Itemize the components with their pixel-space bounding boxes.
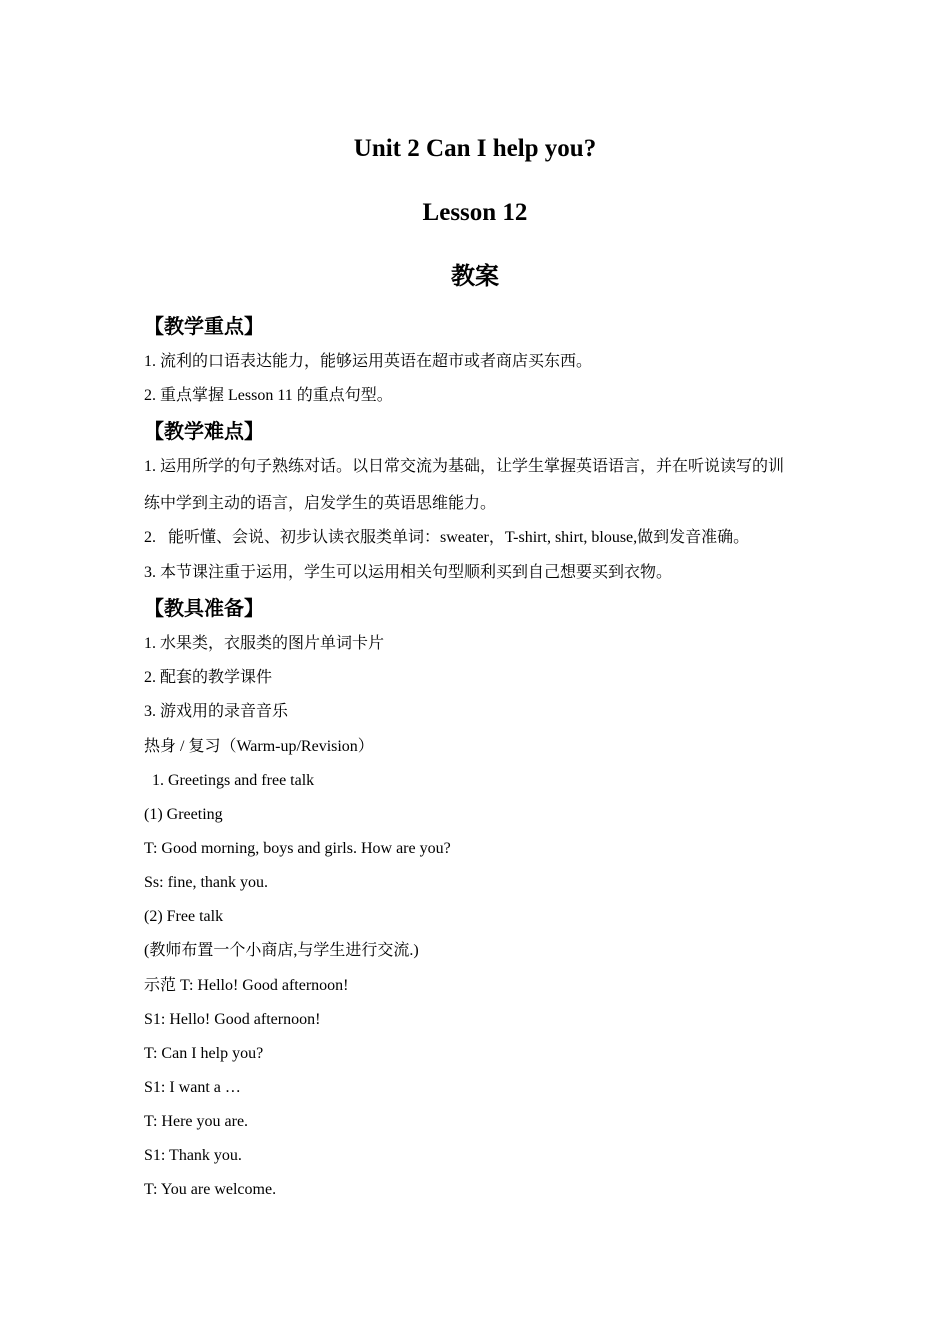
- material-item: 2. 配套的教学课件: [144, 669, 273, 686]
- key-point-item: 1. 流利的口语表达能力，能够运用英语在超市或者商店买东西。: [144, 353, 593, 370]
- body-line: T: Good morning, boys and girls. How are you?: [144, 840, 451, 857]
- body-line: 热身 / 复习（Warm-up/Revision）: [144, 738, 374, 755]
- body-line: (1) Greeting: [144, 806, 223, 823]
- document-title: Unit 2 Can I help you?: [353, 135, 597, 162]
- body-line: T: You are welcome.: [144, 1181, 277, 1198]
- section-heading-difficulties: 【教学难点】: [144, 421, 264, 443]
- body-line: T: Here you are.: [144, 1113, 249, 1130]
- difficulty-item: 1. 运用所学的句子熟练对话。以日常交流为基础，让学生掌握英语语言，并在听说读写的训: [144, 458, 785, 475]
- body-line: (教师布置一个小商店,与学生进行交流.): [144, 942, 419, 959]
- section-heading-key-points: 【教学重点】: [144, 316, 264, 338]
- lesson-title: Lesson 12: [422, 199, 528, 226]
- key-point-item: 2. 重点掌握 Lesson 11 的重点句型。: [144, 387, 393, 404]
- material-item: 1. 水果类，衣服类的图片单词卡片: [144, 635, 385, 652]
- difficulty-item: 3. 本节课注重于运用，学生可以运用相关句型顺利买到自己想要买到衣物。: [144, 564, 673, 581]
- difficulty-item: 练中学到主动的语言，启发学生的英语思维能力。: [144, 495, 497, 512]
- material-item: 3. 游戏用的录音音乐: [144, 703, 289, 720]
- body-line: S1: Thank you.: [144, 1147, 242, 1164]
- section-heading-materials: 【教具准备】: [144, 598, 264, 620]
- body-line: T: Can I help you?: [144, 1045, 264, 1062]
- body-line: S1: Hello! Good afternoon!: [144, 1011, 321, 1028]
- document-subtitle: 教案: [451, 264, 499, 290]
- body-line: (2) Free talk: [144, 908, 224, 925]
- body-line: 1. Greetings and free talk: [144, 772, 315, 789]
- body-line: S1: I want a …: [144, 1079, 241, 1096]
- difficulty-item: 2. 能听懂、会说、初步认读衣服类单词：sweater，T-shirt, shirt, blouse,做到发音准确。: [144, 529, 750, 546]
- body-line: Ss: fine, thank you.: [144, 874, 268, 891]
- body-line: 示范 T: Hello! Good afternoon!: [144, 977, 349, 994]
